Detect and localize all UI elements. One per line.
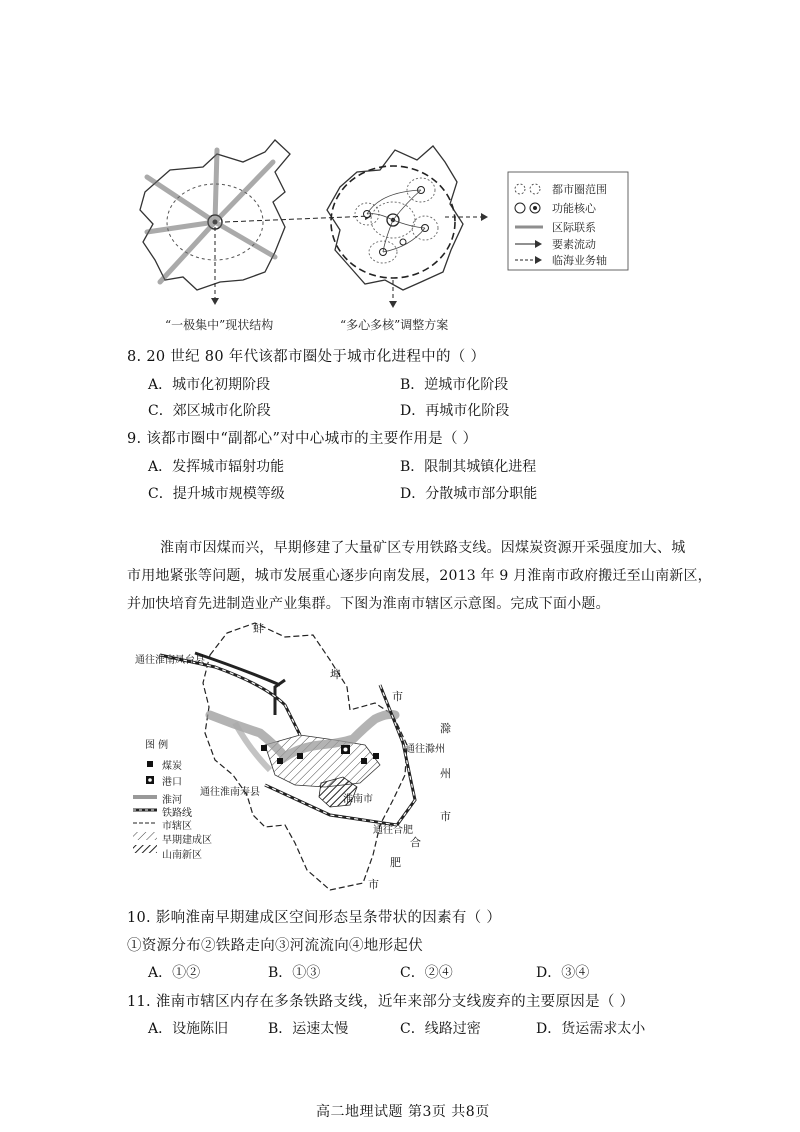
question-9-stem: 9. 该都市圈中“副都心”对中心城市的主要作用是（ ） — [127, 431, 478, 447]
legend-metro-range: 都市圈范围 — [552, 183, 607, 196]
q8-option-b[interactable]: B．逆城市化阶段 — [400, 377, 509, 393]
question-10-sub: ①资源分布②铁路走向③河流流向④地形起伏 — [127, 938, 423, 954]
map-legend — [133, 761, 157, 853]
map-label-bu: 埠 — [330, 668, 341, 681]
q9-option-c[interactable]: C．提升城市规模等级 — [148, 486, 285, 502]
map-legend-railway: 铁路线 — [162, 808, 192, 819]
figure1-caption-right: “多心多核”调整方案 — [340, 318, 449, 332]
legend-coastal-axis: 临海业务轴 — [552, 254, 607, 267]
q11-option-c[interactable]: C．线路过密 — [400, 1021, 481, 1037]
map-label-he: 合 — [410, 836, 421, 849]
q11-option-d[interactable]: D．货运需求太小 — [536, 1021, 646, 1037]
map-legend-district: 市辖区 — [162, 821, 192, 832]
map-label-bang: 蚌 — [253, 622, 264, 635]
map-legend-new-area: 山南新区 — [162, 850, 202, 861]
q8-option-d[interactable]: D．再城市化阶段 — [400, 403, 510, 419]
map-label-chu-shi: 市 — [440, 810, 451, 823]
figure1-caption-left: “一极集中”现状结构 — [165, 318, 274, 332]
map-legend-river: 淮河 — [162, 795, 182, 806]
q9-option-d[interactable]: D．分散城市部分职能 — [400, 486, 538, 502]
q10-option-a[interactable]: A．①② — [148, 965, 201, 981]
q8-option-a[interactable]: A．城市化初期阶段 — [148, 377, 271, 393]
q10-option-b[interactable]: B．①③ — [268, 965, 321, 981]
map-label-fei: 肥 — [390, 856, 401, 869]
single-pole-diagram — [140, 140, 290, 304]
map-legend-early-area: 早期建成区 — [162, 835, 212, 846]
map-label-bang-shi: 市 — [392, 690, 403, 703]
q9-option-a[interactable]: A．发挥城市辐射功能 — [148, 459, 285, 475]
page-footer: 高二地理试题 第3页 共8页 — [316, 1104, 490, 1120]
passage-line-2: 市用地紧张等问题，城市发展重心逐步向南发展，2013 年 9 月淮南市政府搬迁至山南新区， — [127, 568, 712, 584]
legend-regional-link: 区际联系 — [552, 221, 596, 234]
q10-option-c[interactable]: C．②④ — [400, 965, 453, 981]
legend-element-flow: 要素流动 — [552, 238, 596, 251]
map-label-chu: 滁 — [440, 722, 451, 735]
legend-function-core: 功能核心 — [552, 202, 596, 215]
passage-line-1: 淮南市因煤而兴，早期修建了大量矿区专用铁路支线。因煤炭资源开采强度加大、城 — [160, 540, 686, 556]
q10-option-d[interactable]: D．③④ — [536, 965, 590, 981]
q8-option-c[interactable]: C．郊区城市化阶段 — [148, 403, 271, 419]
map-legend-port: 港口 — [162, 777, 182, 788]
question-11-stem: 11. 淮南市辖区内存在多条铁路支线，近年来部分支线废弃的主要原因是（ ） — [127, 994, 635, 1010]
map-label-shouxian: 通往淮南寿县 — [200, 787, 260, 798]
map-label-to-chuzhou: 通往滁州 — [405, 744, 445, 755]
passage-line-3: 并加快培育先进制造业产业集群。下图为淮南市辖区示意图。完成下面小题。 — [127, 596, 610, 612]
multi-core-diagram — [327, 146, 487, 307]
port-marker — [341, 745, 350, 754]
map-label-zhou: 州 — [440, 767, 451, 780]
q9-option-b[interactable]: B．限制其城镇化进程 — [400, 459, 537, 475]
map-label-fengtai: 通往淮南凤台县 — [135, 655, 205, 666]
q11-option-a[interactable]: A．设施陈旧 — [148, 1021, 229, 1037]
map-label-huainan: 淮南市 — [343, 794, 373, 805]
map-label-he-shi: 市 — [368, 878, 379, 891]
map-legend-coal: 煤炭 — [162, 761, 182, 772]
map-label-to-hefei: 通往合肥 — [373, 825, 413, 836]
question-10-stem: 10. 影响淮南早期建成区空间形态呈条带状的因素有（ ） — [127, 910, 502, 926]
q11-option-b[interactable]: B．运速太慢 — [268, 1021, 349, 1037]
map-legend-title: 图 例 — [145, 740, 169, 751]
question-8-stem: 8. 20 世纪 80 年代该都市圈处于城市化进程中的（ ） — [127, 349, 486, 365]
